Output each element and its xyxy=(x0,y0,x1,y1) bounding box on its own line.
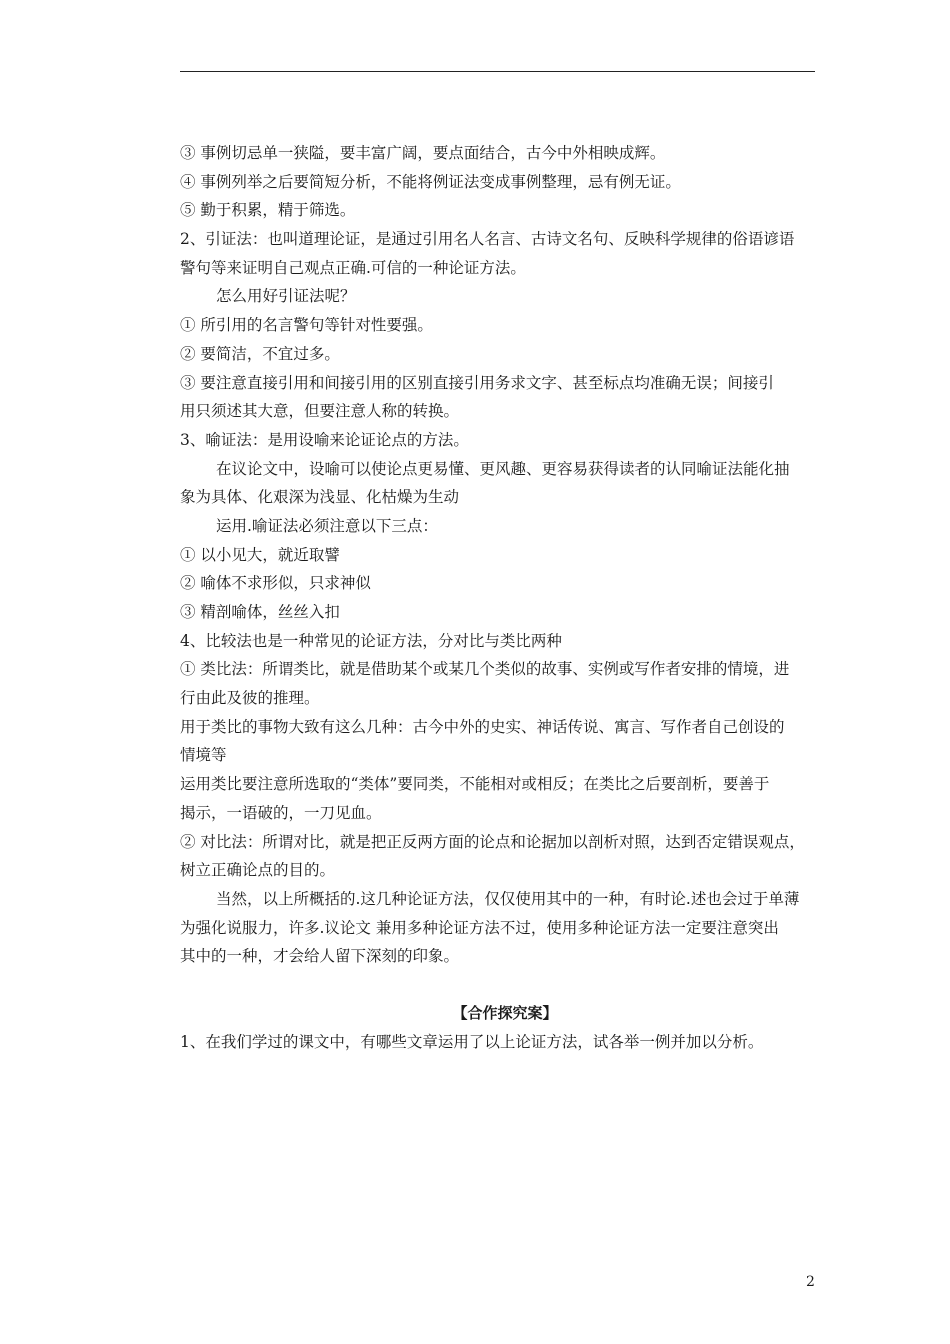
text-line: ③ 精剖喻体，丝丝入扣 xyxy=(180,603,340,621)
text-line: 象为具体、化艰深为浅显、化枯燥为生动 xyxy=(180,488,460,507)
text-line: 当然，以上所概括的.这几种论证方法，仅仅使用其中的一种，有时论.述也会过于单薄 xyxy=(216,889,800,908)
page-number: 2 xyxy=(806,1274,815,1290)
text-line: 运用类比要注意所选取的“类体”要同类，不能相对或相反；在类比之后要剖析，要善于 xyxy=(180,775,770,794)
text-line: ② 喻体不求形似，只求神似 xyxy=(180,574,371,593)
text-line: ⑤ 勤于积累，精于筛选。 xyxy=(180,201,356,220)
text-line: ① 以小见大，就近取譬 xyxy=(180,545,340,564)
header-rule xyxy=(180,71,815,72)
text-line: ② 对比法：所谓对比，就是把正反两方面的论点和论据加以剖析对照，达到否定错误观点， xyxy=(180,832,805,851)
text-line: 在议论文中，设喻可以使论点更易懂、更风趣、更容易获得读者的认同喻证法能化抽 xyxy=(216,459,790,478)
text-line: 用只须述其大意，但要注意人称的转换。 xyxy=(180,402,460,421)
text-line: ① 所引用的名言警句等针对性要强。 xyxy=(180,316,433,335)
text-line: ④ 事例列举之后要简短分析，不能将例证法变成事例整理，忌有例无证。 xyxy=(180,172,681,191)
text-line: 用于类比的事物大致有这么几种：古今中外的史实、神话传说、寓言、写作者自己创设的 xyxy=(180,717,785,736)
text-line: 3、喻证法：是用设喻来论证论点的方法。 xyxy=(180,430,469,449)
text-line: 警句等来证明自己观点正确.可信的一种论证方法。 xyxy=(180,258,526,277)
text-line: ① 类比法：所谓类比，就是借助某个或某几个类似的故事、实例或写作者安排的情境，进 xyxy=(180,660,790,679)
page-body xyxy=(180,139,830,1056)
text-line: ③ 事例切忌单一狭隘，要丰富广阔，要点面结合，古今中外相映成辉。 xyxy=(180,144,666,162)
section-gap xyxy=(180,971,830,999)
text-line: ③ 要注意直接引用和间接引用的区别直接引用务求文字、甚至标点均准确无误；间接引 xyxy=(180,373,774,392)
text-line: 运用.喻证法必须注意以下三点： xyxy=(216,516,438,535)
text-line: 2、引证法：也叫道理论证，是通过引用名人名言、古诗文名句、反映科学规律的俗语谚语 xyxy=(180,230,795,249)
text-line: ② 要简洁，不宜过多。 xyxy=(180,344,340,363)
text-line: 4、比较法也是一种常见的论证方法，分对比与类比两种 xyxy=(180,631,562,650)
text-line: 行由此及彼的推理。 xyxy=(180,689,320,708)
text-line: 为强化说服力，许多.议论文 兼用多种论证方法不过，使用多种论证方法一定要注意突出 xyxy=(180,918,779,937)
text-line: 怎么用好引证法呢？ xyxy=(216,287,356,306)
text-line: 其中的一种，才会给人留下深刻的印象。 xyxy=(180,947,460,966)
text-line: 揭示，一语破的，一刀见血。 xyxy=(180,803,382,822)
text-line: 情境等 xyxy=(180,746,227,765)
section-heading: 【合作探究案】 xyxy=(452,1003,558,1022)
text-line: 树立正确论点的目的。 xyxy=(180,861,336,880)
question-line: 1、在我们学过的课文中，有哪些文章运用了以上论证方法，试各举一例并加以分析。 xyxy=(180,1032,764,1051)
